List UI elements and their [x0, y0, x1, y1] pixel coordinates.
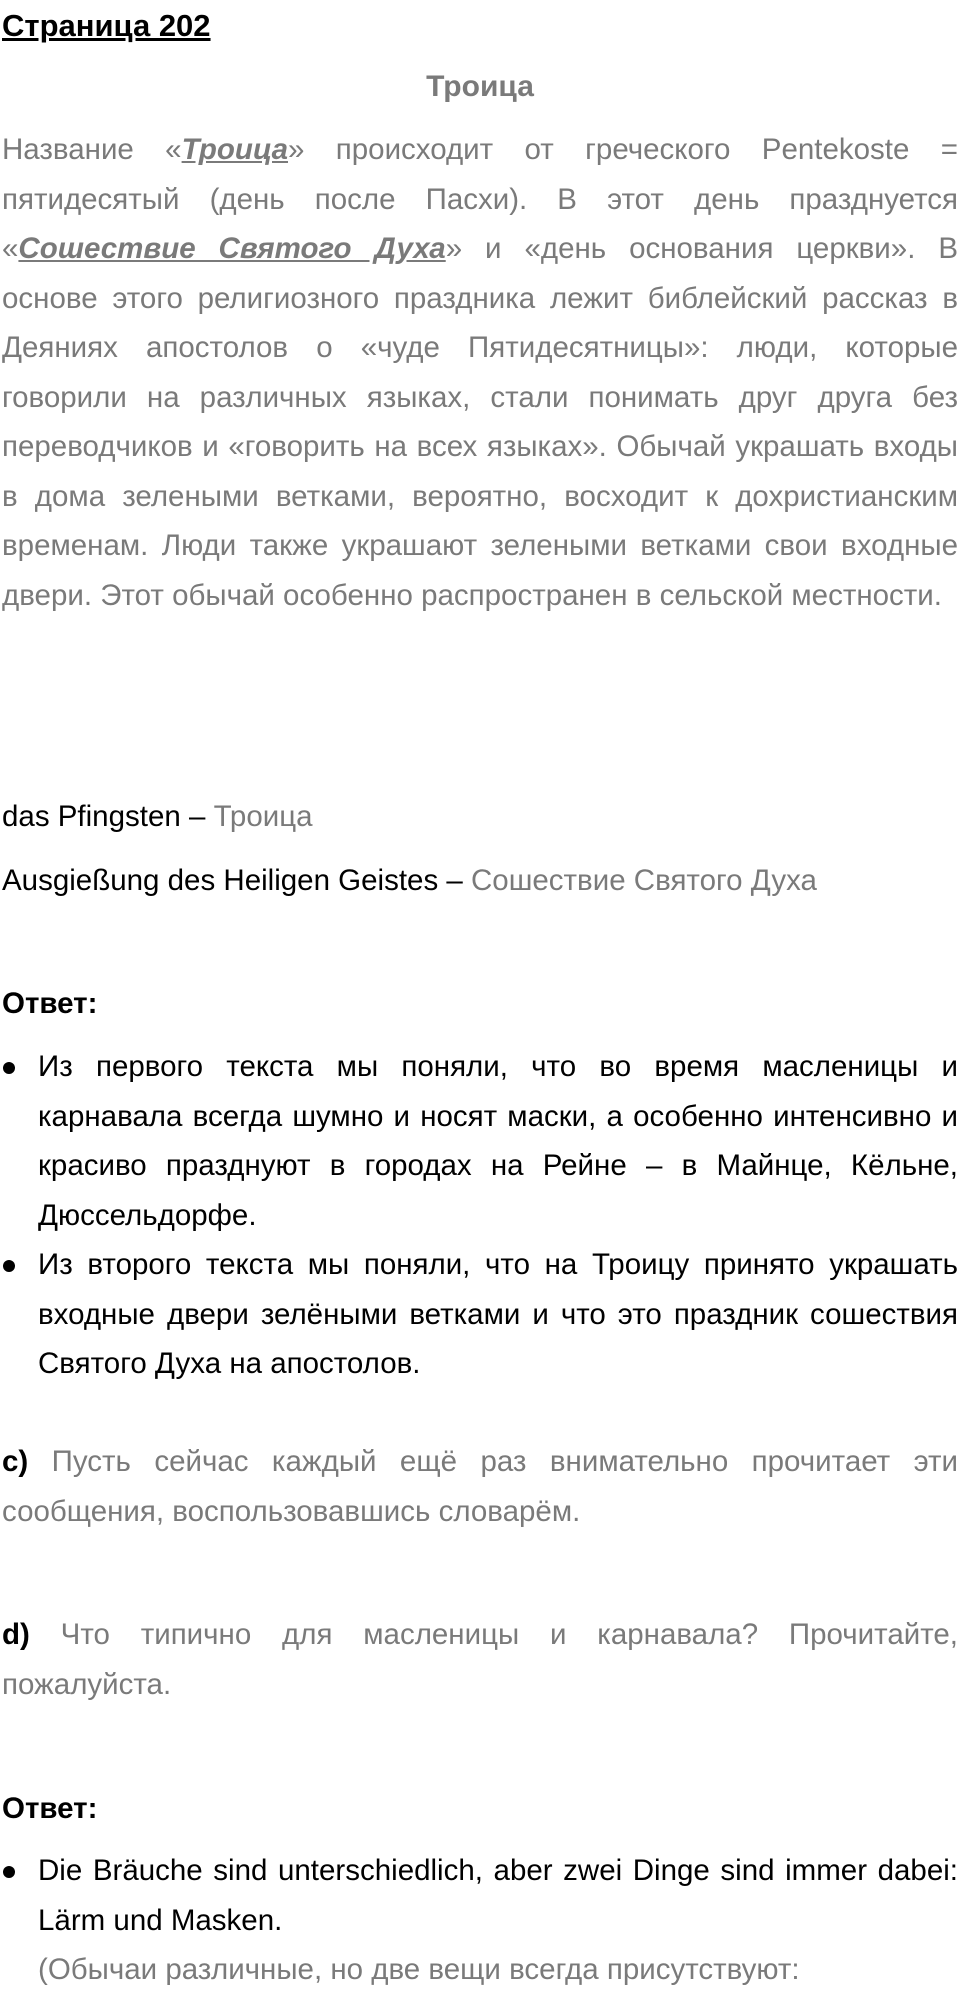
- answer-list-2: [0, 1846, 958, 1995]
- task-d-letter: d): [2, 1618, 30, 1651]
- list-item: [0, 1846, 958, 1995]
- intro-text-1: Название «: [2, 133, 182, 166]
- task-d: [2, 1610, 958, 1709]
- answer-label-2: Ответ:: [2, 1792, 98, 1825]
- answer-list-1: [0, 1042, 958, 1389]
- vocab-de: das Pfingsten –: [2, 800, 214, 833]
- list-item: [0, 1042, 958, 1240]
- vocab-de: Ausgießung des Heiligen Geistes –: [2, 864, 471, 897]
- term-troitsa: Троица: [181, 133, 289, 166]
- page-heading: Страница 202: [2, 8, 211, 43]
- bullet-icon: [3, 1062, 15, 1074]
- task-c-letter: c): [2, 1445, 29, 1478]
- vocab-ru: Сошествие Святого Духа: [471, 864, 817, 897]
- term-soshestvie: Сошествие Святого Духа: [18, 232, 446, 265]
- task-c-text: Пусть сейчас каждый ещё раз внимательно прочитает эти сообщения, воспользовавшись словарём.: [2, 1445, 958, 1528]
- task-d-text: Что типично для масленицы и карнавала? Прочитайте, пожалуйста.: [2, 1618, 958, 1701]
- task-c: [2, 1437, 958, 1536]
- list-item: [0, 1240, 958, 1389]
- vocab-line-2: [2, 857, 958, 905]
- answer-label-1: Ответ:: [2, 987, 98, 1020]
- list-item-text-de: Die Bräuche sind unterschiedlich, aber zwei Dinge sind immer dabei: Lärm und Masken.: [38, 1854, 958, 1937]
- intro-text-2: » происходит от греческого Pentekoste = пятидесятый (день после Пасхи). В этот день празднуется «: [2, 133, 958, 265]
- list-item-text-ru: (Обычаи различные, но две вещи всегда присутствуют:: [38, 1953, 800, 1986]
- list-item-text: Из второго текста мы поняли, что на Троицу принято украшать входные двери зелёными ветками и что это праздник сошествия Святого Духа на апостолов.: [38, 1248, 958, 1380]
- bullet-icon: [3, 1866, 15, 1878]
- list-item-text: Из первого текста мы поняли, что во время масленицы и карнавала всегда шумно и носят маски, а особенно интенсивно и красиво празднуют в городах на Рейне – в Майнце, Кёльне, Дюссельдорфе.: [38, 1050, 958, 1232]
- vocab-line-1: [2, 793, 958, 841]
- bullet-icon: [3, 1260, 15, 1272]
- intro-text-3: » и «день основания церкви». В основе этого религиозного праздника лежит библейский рассказ в Деяниях апостолов о «чуде Пятидесятницы»: люди, которые говорили на различных языках, стали понимать друг друга без переводчиков и «говорить на всех языках». Обычай украшать входы в дома зелеными ветками, вероятно, восходит к дохристианским временам. Люди также украшают зелеными ветками свои входные двери. Этот обычай особенно распространен в сельской местности.: [2, 232, 958, 612]
- section-title: Троица: [426, 70, 534, 103]
- intro-paragraph: [2, 125, 958, 620]
- vocab-ru: Троица: [213, 800, 313, 833]
